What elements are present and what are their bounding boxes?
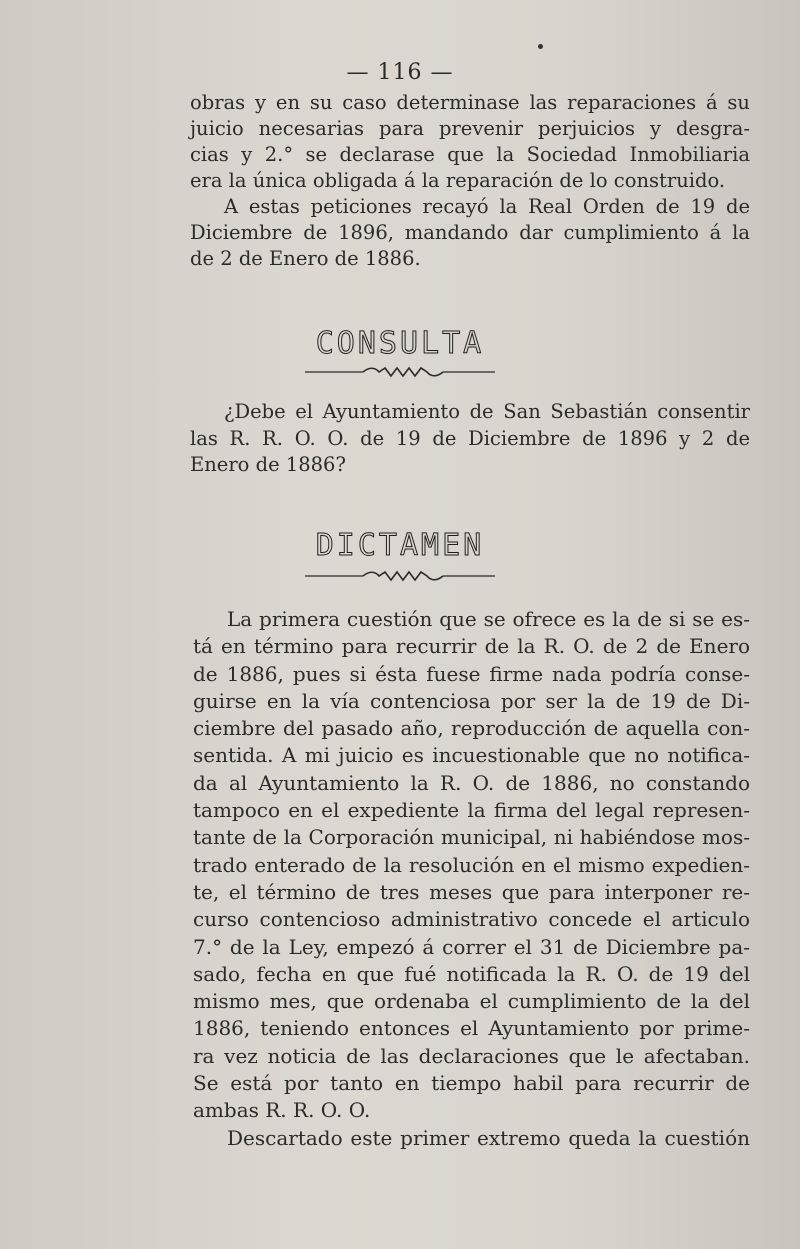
text-line: de 1886, pues si ésta fuese firme nada podría conse- (193, 661, 750, 686)
text-line: sado, fecha en que fué notificada la R. O. de 19 del (193, 961, 750, 986)
text-line: ¿Debe el Ayuntamiento de San Sebastián consentir (224, 400, 750, 423)
text-line: tampoco en el expediente la firma del legal represen- (193, 798, 750, 823)
text-line: cias y 2.° se declarase que la Sociedad Inmobiliaria (190, 143, 750, 166)
text-line: ambas R. R. O. O. (193, 1098, 371, 1123)
text-line: Enero de 1886? (190, 453, 346, 476)
text-line: las R. R. O. O. de 19 de Diciembre de 1896 y 2 de (190, 426, 750, 450)
consulta-heading: CONSULTA (315, 326, 485, 361)
text-line: trado enterado de la resolución en el mismo expedien- (193, 852, 750, 877)
text-line: da al Ayuntamiento la R. O. de 1886, no constando (193, 770, 750, 795)
ink-speck (538, 44, 543, 49)
text-line: Se está por tanto en tiempo habil para recurrir de (193, 1071, 750, 1096)
text-line: Descartado este primer extremo queda la cuestión (227, 1125, 750, 1150)
page-number: — 116 — (346, 60, 454, 85)
text-line: tá en término para recurrir de la R. O. de 2 de Enero (193, 634, 750, 659)
text-line: tante de la Corporación municipal, ni habiéndose mos- (193, 825, 750, 850)
text-line: de 2 de Enero de 1886. (190, 247, 421, 270)
text-line: sentida. A mi juicio es incuestionable que no notifica- (193, 743, 750, 768)
text-line: ra vez noticia de las declaraciones que le afectaban. (193, 1043, 750, 1068)
text-line: Diciembre de 1896, mandando dar cumplimiento á la (190, 221, 750, 244)
text-line: era la única obligada á la reparación de lo construido. (190, 169, 726, 192)
text-line: La primera cuestión que se ofrece es la de si se es- (227, 607, 750, 631)
text-line: juicio necesarias para prevenir perjuicios y desgra- (190, 117, 750, 140)
text-line: ciembre del pasado año, reproducción de aquella con- (193, 716, 750, 741)
text-line: obras y en su caso determinase las reparaciones á su (190, 91, 750, 114)
consulta-ornament (0, 364, 800, 380)
consulta-question (190, 399, 750, 479)
text-line: 7.° de la Ley, empezó á correr el 31 de Diciembre pa- (193, 934, 750, 959)
dictamen-body (193, 606, 750, 1152)
dictamen-heading: DICTAMEN (315, 528, 485, 563)
text-line: curso contencioso administrativo concede el articulo (193, 907, 750, 932)
text-line: te, el término de tres meses que para interponer re- (193, 879, 750, 904)
text-line: 1886, teniendo entonces el Ayuntamiento por prime- (193, 1016, 750, 1041)
text-line: guirse en la vía contenciosa por ser la de 19 de Di- (193, 688, 750, 713)
dictamen-ornament (0, 568, 800, 584)
text-line: A estas peticiones recayó la Real Orden de 19 de (224, 195, 750, 218)
intro-paragraphs (190, 90, 750, 272)
text-line: mismo mes, que ordenaba el cumplimiento de la del (193, 989, 750, 1014)
